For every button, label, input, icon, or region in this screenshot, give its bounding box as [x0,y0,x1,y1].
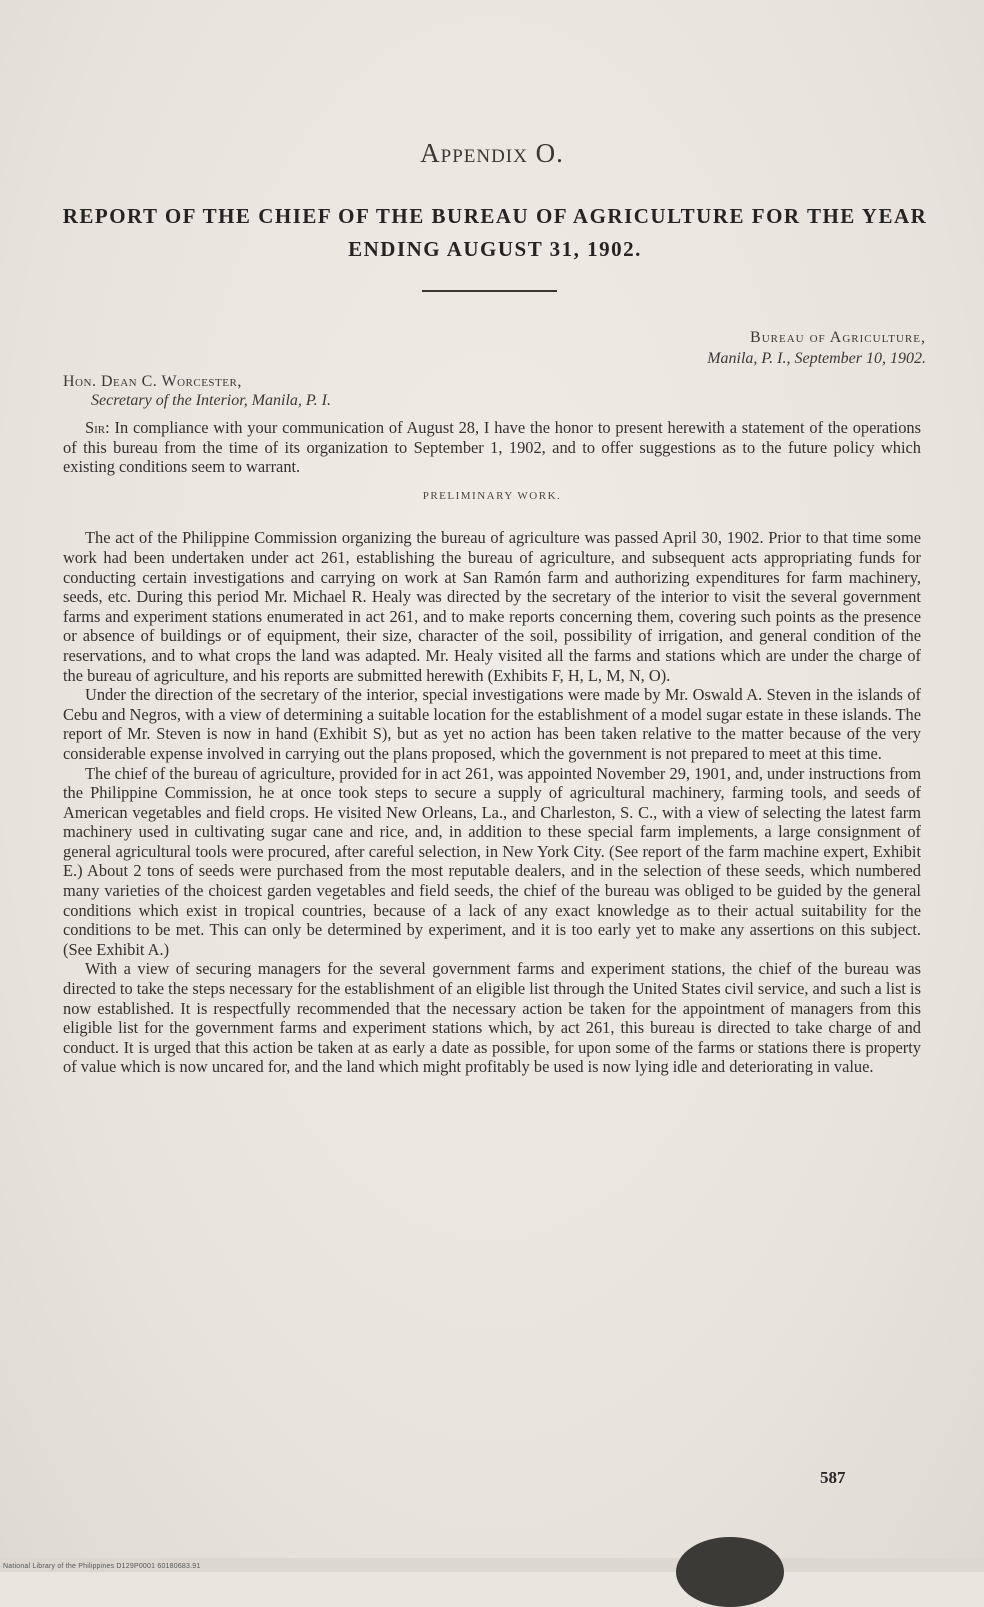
section-heading: PRELIMINARY WORK. [422,489,562,502]
appendix-heading: Appendix O. [420,138,564,168]
paragraph: The chief of the bureau of agriculture, provided for in act 261, was appointed November 29, 1901, and, under instructions from the Philippine Commission, he at once took steps to secure a supply of agricultural machinery, farming tools, and seeds of American vegetables and field crops. He visited New Orleans, La., and Charleston, S. C., with a view of selecting the latest farm machinery used in cultivating sugar cane and rice, and, in addition to these special farm implements, a large consignment of general agricultural tools were procured, after careful selection, in New York City. (See report of the farm machine expert, Exhibit E.) About 2 tons of seeds were purchased from the most reputable dealers, and in the selection of these seeds, which numbered many varieties of the choicest garden vegetables and field seeds, the chief of the bureau was obliged to be guided by the general conditions which exist in tropical countries, because of a lack of any exact knowledge as to their actual suitability for the conditions to be met. This can only be determined by experiment, and it is too early yet to make any assertions on this subject. (See Exhibit A.) [63,763,921,959]
page-number: 587 [820,1468,846,1487]
footer-text: National Library of the Philippines D129P0001 60180683.91 [3,1563,201,1570]
addressee-name: Hon. Dean C. Worcester, [63,373,242,390]
bureau-name: Bureau of Agriculture, [750,329,926,346]
addressee-title: Secretary of the Interior, Manila, P. I. [91,392,331,409]
report-title: REPORT OF THE CHIEF OF THE BUREAU OF AGRICULTURE FOR THE YEAR ENDING AUGUST 31, 1902. [62,204,928,261]
scan-thumb-shadow [676,1537,784,1607]
bureau-header [707,327,926,369]
body-text [63,418,921,1077]
paragraph: With a view of securing managers for the several government farms and experiment stations, the chief of the bureau was directed to take the steps necessary for the establishment of an eligible list through the United States civil service, and such a list is now established. It is respectfully recommended that the necessary action be taken for the appointment of managers from this eligible list for the government farms and experiment stations which, by act 261, this bureau is directed to take charge of and conduct. It is urged that this action be taken at as early a date as possible, for upon some of the farms or stations there is property of value which is now uncared for, and the land which might profitably be used is now lying idle and deteriorating in value. [63,959,921,1077]
bureau-date: Manila, P. I., September 10, 1902. [707,350,926,367]
title-rule [422,290,557,292]
paragraph-text: In compliance with your communication of August 28, I have the honor to present herewith a statement of the operations of this bureau from the time of its organization to September 1, 1902, and to offer suggestions as to the future policy which existing conditions seem to warrant. [63,418,921,477]
paragraph: The act of the Philippine Commission organizing the bureau of agriculture was passed April 30, 1902. Prior to that time some work had been undertaken under act 261, establishing the bureau of agriculture, and subsequent acts appropriating funds for conducting certain investigations and carrying on work at San Ramón farm and authorizing expenditures for farm machinery, seeds, etc. During this period Mr. Michael R. Healy was directed by the secretary of the interior to visit the several government farms and experiment stations enumerated in act 261, and to make reports concerning them, covering such points as the presence or absence of buildings or of equipment, their size, character of the soil, possibility of irrigation, and general condition of the reservations, and to what crops the land was adapted. Mr. Healy visited all the farms and stations which are under the charge of the bureau of agriculture, and his reports are submitted herewith (Exhibits F, H, L, M, N, O). [63,528,921,685]
paragraph: Under the direction of the secretary of the interior, special investigations were made by Mr. Oswald A. Steven in the islands of Cebu and Negros, with a view of determining a suitable location for the establishment of a model sugar estate in these islands. The report of Mr. Steven is now in hand (Exhibit S), but as yet no action has been taken relative to the matter because of the very considerable expense involved in carrying out the plans proposed, which the government is not prepared to meet at this time. [63,685,921,763]
addressee-block [63,372,331,410]
salutation: Sir: [85,418,110,437]
paragraph-intro [63,418,921,477]
